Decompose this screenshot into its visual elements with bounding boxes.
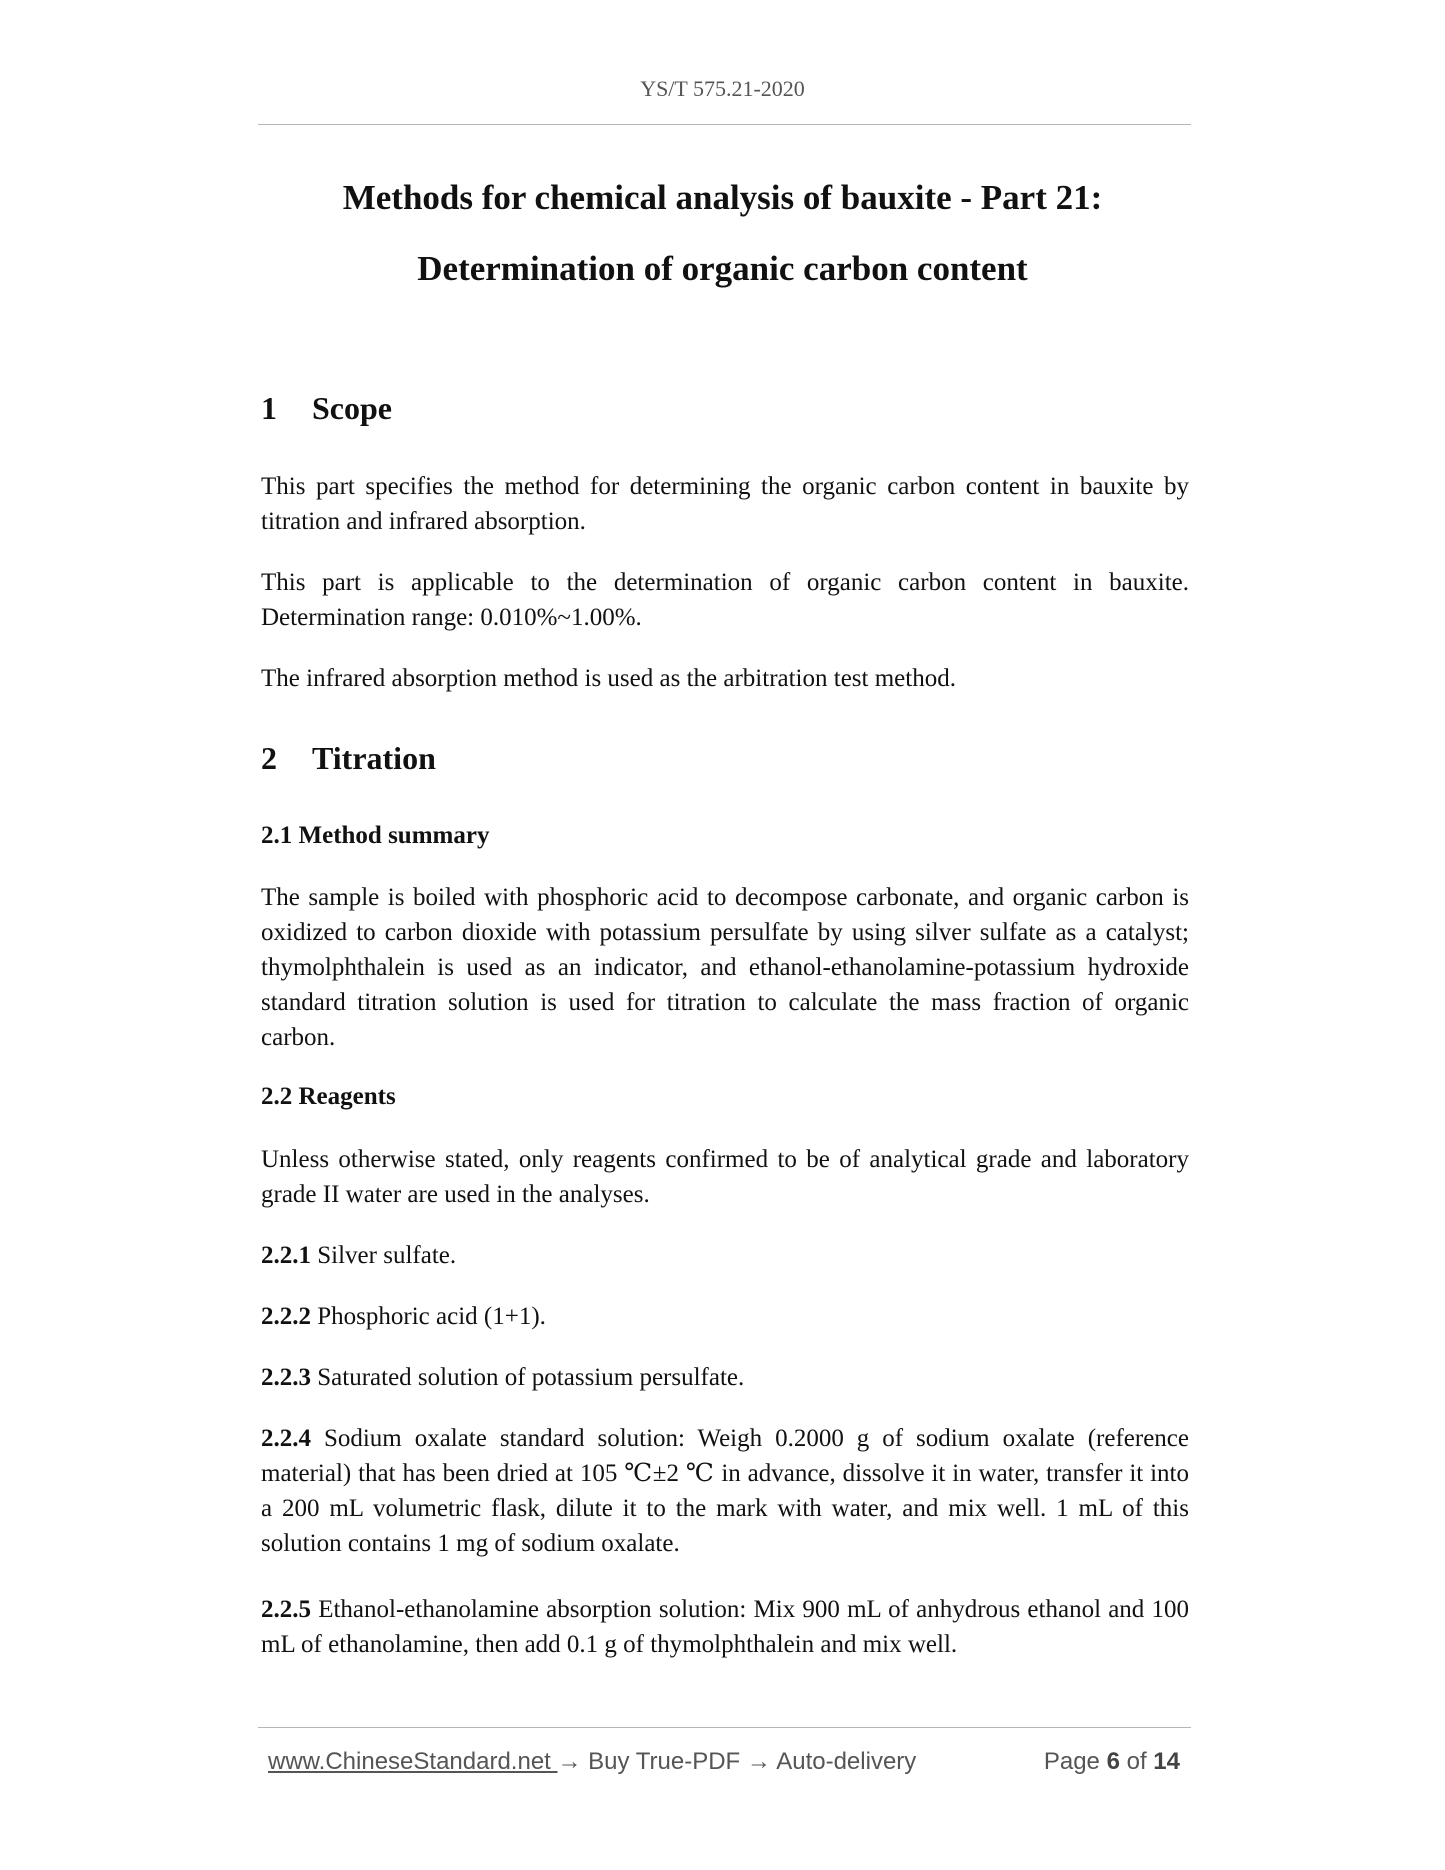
header-divider <box>258 124 1191 125</box>
item-text: Sodium oxalate standard solution: Weigh 0.2000 g of sodium oxalate (reference material) that has been dried at 105 ℃±2 ℃ in advance, dissolve it in water, transfer it into a 200 mL volumetric flask, dilute it to the mark with water, and mix well. 1 mL of this solution contains 1 mg of sodium oxalate. <box>261 1425 1189 1557</box>
page-word: Page <box>1043 1748 1100 1775</box>
item-number: 2.2.4 <box>261 1425 311 1452</box>
total-pages: 14 <box>1153 1748 1180 1775</box>
reagent-item-2-2-4 <box>261 1421 1189 1561</box>
auto-delivery-text: Auto-delivery <box>770 1748 917 1775</box>
reagent-item-2-2-2 <box>261 1299 1189 1334</box>
item-text: Silver sulfate. <box>311 1242 457 1269</box>
document-title-line-1: Methods for chemical analysis of bauxite - Part 21: <box>342 178 1103 217</box>
section-number: 2 <box>261 740 277 776</box>
item-number: 2.2.5 <box>261 1596 311 1623</box>
item-number: 2.2.1 <box>261 1242 311 1269</box>
subheading-reagents: 2.2 Reagents <box>261 1083 396 1110</box>
section-heading-titration <box>261 740 436 777</box>
buy-true-pdf-text: Buy True-PDF <box>581 1748 747 1775</box>
section-heading-scope <box>261 390 392 427</box>
arrow-icon: → <box>557 1748 582 1775</box>
item-text: Ethanol-ethanolamine absorption solution: Mix 900 mL of anhydrous ethanol and 100 mL of ethanolamine, then add 0.1 g of thymolphthalein and mix well. <box>261 1596 1189 1658</box>
website-link[interactable]: www.ChineseStandard.net <box>268 1748 558 1775</box>
section-title: Titration <box>312 740 436 776</box>
reagent-item-2-2-5 <box>261 1592 1189 1662</box>
item-number: 2.2.2 <box>261 1303 311 1330</box>
item-text: Saturated solution of potassium persulfate. <box>311 1364 745 1391</box>
reagents-paragraph: Unless otherwise stated, only reagents confirmed to be of analytical grade and laboratory grade II water are used in the analyses. <box>261 1146 1189 1208</box>
page-number <box>1044 1748 1180 1776</box>
item-number: 2.2.3 <box>261 1364 311 1391</box>
scope-paragraph-2: This part is applicable to the determination of organic carbon content in bauxite. Determination range: 0.010%~1.00%. <box>261 569 1189 631</box>
footer-links <box>268 1748 916 1776</box>
subheading-method-summary: 2.1 Method summary <box>261 822 490 849</box>
reagent-item-2-2-3 <box>261 1360 1189 1395</box>
section-title: Scope <box>312 390 392 426</box>
method-summary-paragraph: The sample is boiled with phosphoric acid to decompose carbonate, and organic carbon is oxidized to carbon dioxide with potassium persulfate by using silver sulfate as a catalyst; thymolphthalein is used as an indicator, and ethanol-ethanolamine-potassium hydroxide standard titration solution is used for titration to calculate the mass fraction of organic carbon. <box>261 884 1189 1051</box>
scope-paragraph-3: The infrared absorption method is used as the arbitration test method. <box>261 665 956 692</box>
document-title-line-2: Determination of organic carbon content <box>417 249 1028 288</box>
arrow-icon: → <box>746 1748 771 1775</box>
document-code: YS/T 575.21-2020 <box>640 76 805 101</box>
page-footer <box>268 1748 1180 1778</box>
footer-divider <box>258 1727 1191 1728</box>
item-text: Phosphoric acid (1+1). <box>311 1303 546 1330</box>
section-number: 1 <box>261 390 277 426</box>
current-page: 6 <box>1106 1748 1120 1775</box>
of-word: of <box>1126 1748 1147 1775</box>
scope-paragraph-1: This part specifies the method for determining the organic carbon content in bauxite by titration and infrared absorption. <box>261 473 1189 535</box>
reagent-item-2-2-1 <box>261 1238 1189 1273</box>
